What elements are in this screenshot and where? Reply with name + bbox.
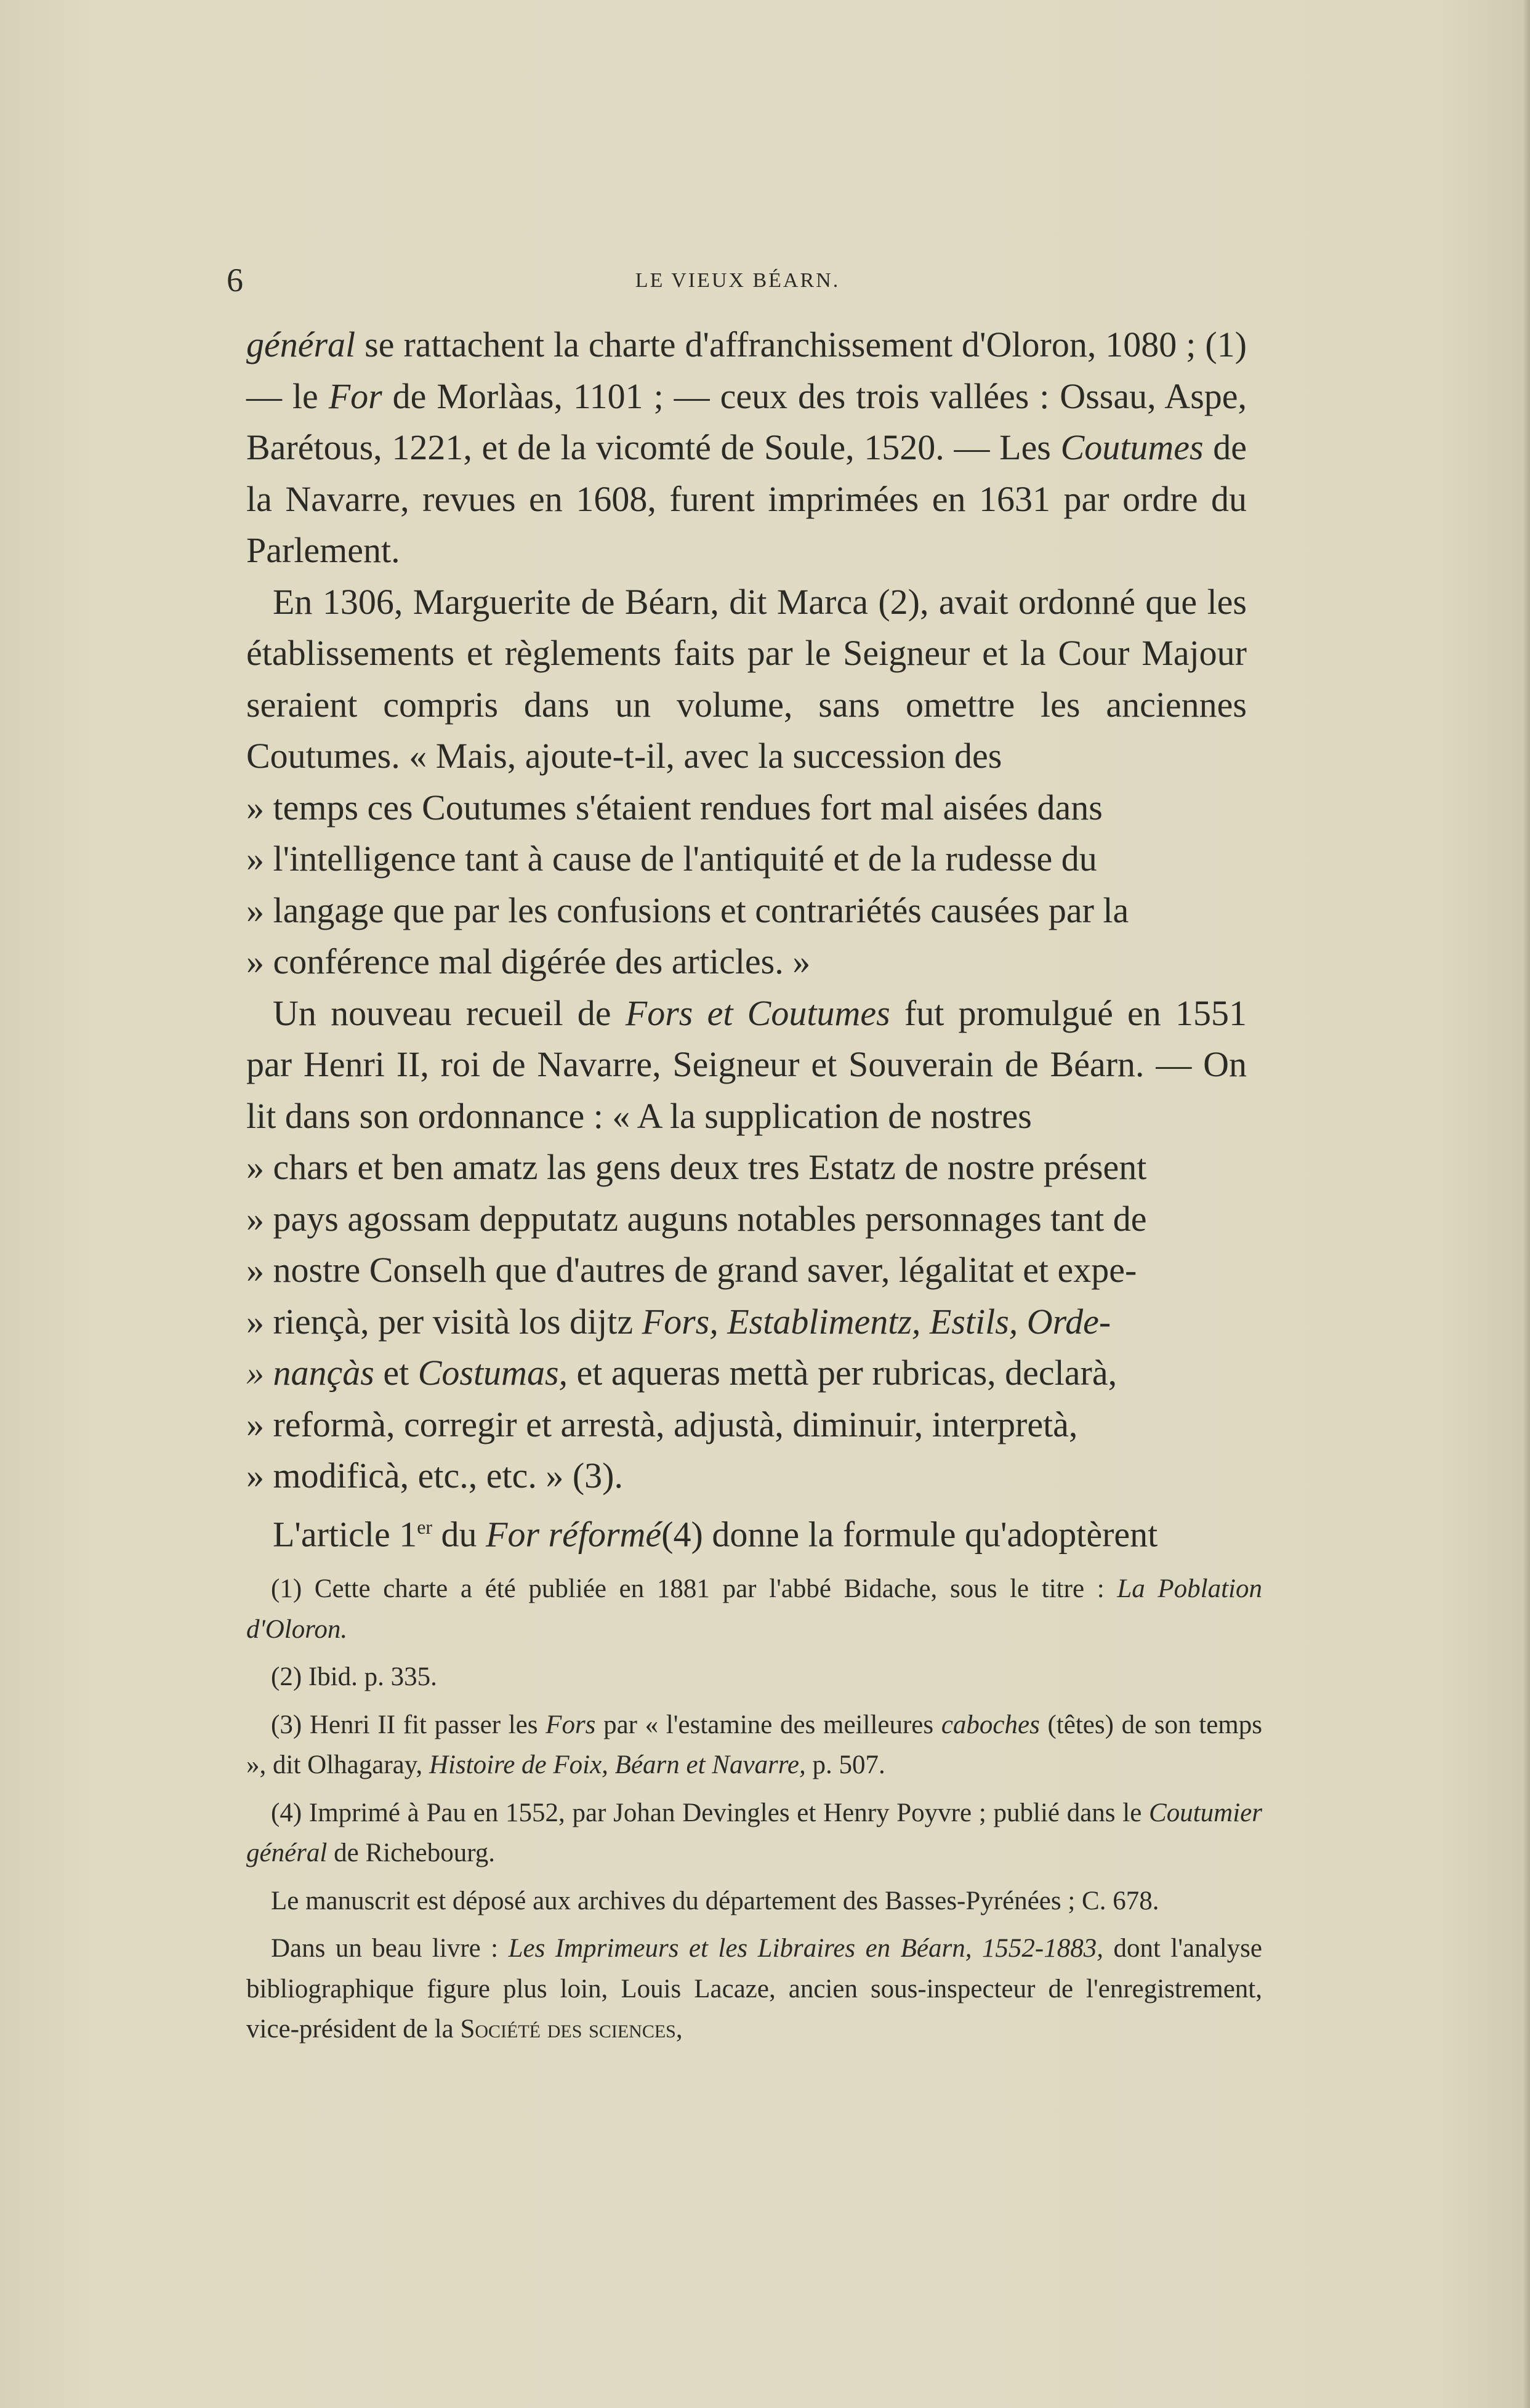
italic-term: » nançàs	[246, 1353, 374, 1393]
text-run: » riençà, per visità los dijtz	[246, 1301, 642, 1342]
italic-term: Les Imprimeurs et les Libraires en Béarn, 1552-1883,	[508, 1934, 1103, 1963]
page-number: 6	[227, 262, 243, 299]
running-title: LE VIEUX BÉARN.	[635, 269, 840, 292]
text-run: du	[432, 1513, 486, 1554]
paragraph-3	[246, 988, 1247, 1142]
quote-line: » reformà, corregir et arrestà, adjustà, diminuir, interpretà,	[246, 1404, 1078, 1444]
paragraph-1	[246, 319, 1247, 576]
page-edge	[1524, 0, 1530, 2408]
text-run: de Morlàas, 1101 ; — ceux des trois vallées : Ossau, Aspe, Barétous, 1221, et de la vicomté de Soule, 1520. — Les	[246, 376, 1247, 467]
text-run: (1) Cette charte a été publiée en 1881 par l'abbé Bidache, sous le titre :	[271, 1574, 1117, 1603]
text-run: Dans un beau livre :	[271, 1934, 509, 1963]
italic-term: Histoire de Foix, Béarn et Navarre,	[429, 1750, 806, 1779]
italic-term: Coutumier général	[246, 1798, 1262, 1867]
italic-term: caboches	[941, 1710, 1040, 1739]
quote-line: » temps ces Coutumes s'étaient rendues fort mal aisées dans	[246, 787, 1103, 827]
quote-line: » nostre Conselh que d'autres de grand saver, légalitat et expe-	[246, 1250, 1137, 1290]
text-run: (3) Henri II fit passer les	[271, 1710, 546, 1739]
footnote-6	[246, 1928, 1262, 2050]
quote-line: » chars et ben amatz las gens deux tres Estatz de nostre présent	[246, 1147, 1147, 1187]
text-run: de Richebourg.	[327, 1838, 496, 1867]
quote-line: » langage que par les confusions et contrariétés causées par la	[246, 890, 1129, 930]
text-run: Un nouveau recueil de	[273, 993, 626, 1033]
italic-term: For réformé	[486, 1513, 662, 1554]
quote-line: » conférence mal digérée des articles. »	[246, 941, 811, 981]
text-run: (4) donne la formule qu'adoptèrent	[661, 1513, 1158, 1554]
italic-term: Fors	[546, 1710, 596, 1739]
quote-line	[246, 1347, 1247, 1399]
text-run: et aqueras mettà per rubricas, declarà,	[568, 1353, 1117, 1393]
text-run: et	[374, 1353, 418, 1393]
text-run: de la Navarre, revues en 1608, furent imprimées en 1631 par ordre du Parlement.	[246, 427, 1247, 570]
main-text	[246, 319, 1247, 1560]
text-run: p. 507.	[805, 1750, 885, 1779]
italic-term: For	[328, 376, 382, 416]
text-run: fut promulgué en 1551 par Henri II, roi de Navarre, Seigneur et Souverain de Béarn. — On lit dans son ordonnance : « A la supplication de nostres	[246, 993, 1247, 1136]
paragraph-2: En 1306, Marguerite de Béarn, dit Marca (2), avait ordonné que les établissements et règlements faits par le Seigneur et la Cour Majour seraient compris dans un volume, sans omettre les anciennes Coutumes. « Mais, ajoute-t-il, avec la succession des	[246, 581, 1247, 776]
italic-term: La Poblation d'Oloron.	[246, 1574, 1262, 1644]
text-run: par « l'estamine des meilleures	[595, 1710, 941, 1739]
footnote-2: (2) Ibid. p. 335.	[271, 1662, 437, 1691]
quote-line: » modificà, etc., etc. » (3).	[246, 1456, 623, 1496]
superscript: er	[417, 1516, 433, 1538]
footnotes	[246, 1569, 1262, 2057]
italic-term: Coutumes	[1060, 427, 1204, 467]
text-run: se rattachent la charte d'affranchissement d'Oloron, 1080 ; (1) — le	[246, 324, 1247, 416]
footnote-5: Le manuscrit est déposé aux archives du département des Basses-Pyrénées ; C. 678.	[271, 1886, 1159, 1915]
italic-term: Costumas,	[417, 1353, 568, 1393]
footnote-1	[246, 1569, 1262, 1649]
text-run: (têtes) de son temps », dit Olhagaray,	[246, 1710, 1262, 1779]
quote-line	[246, 1296, 1247, 1348]
italic-term: Fors et Coutumes	[625, 993, 890, 1033]
quote-line: » l'intelligence tant à cause de l'antiquité et de la rudesse du	[246, 839, 1097, 879]
smallcaps-term: Société des sciences,	[460, 2015, 683, 2044]
page-header	[227, 262, 1249, 299]
text-run: dont l'analyse bibliographique figure plus loin, Louis Lacaze, ancien sous-inspecteur de l'enregistrement, vice-président de la	[246, 1934, 1262, 2044]
italic-term: général	[246, 324, 356, 364]
footnote-3	[246, 1705, 1262, 1786]
italic-term: Fors, Establimentz, Estils, Orde-	[642, 1301, 1111, 1342]
quote-line: » pays agossam depputatz auguns notables personnages tant de	[246, 1198, 1147, 1239]
footnote-4	[246, 1793, 1262, 1874]
text-run: L'article 1	[273, 1513, 417, 1554]
paragraph-4	[246, 1502, 1247, 1560]
text-run: (4) Imprimé à Pau en 1552, par Johan Devingles et Henry Poyvre ; publié dans le	[271, 1798, 1150, 1827]
